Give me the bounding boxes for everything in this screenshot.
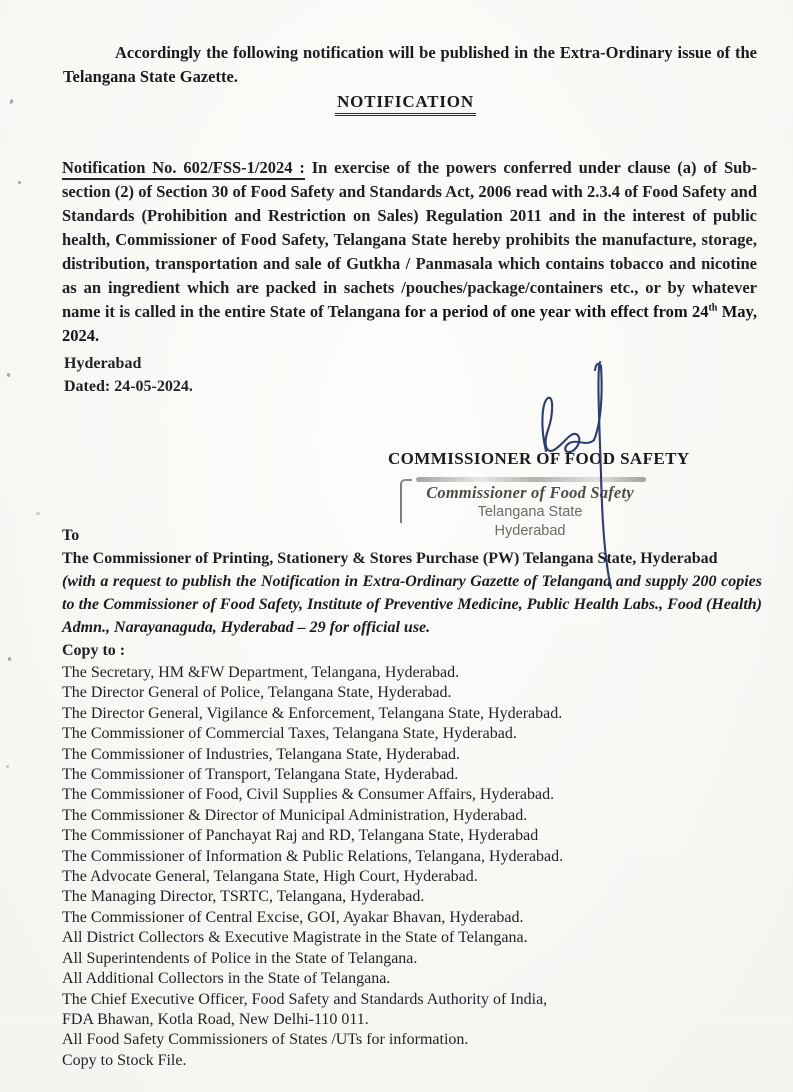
place-date-block	[64, 352, 193, 398]
copy-list-item: All Additional Collectors in the State of Telangana.	[62, 970, 391, 988]
copy-list-item: Copy to Stock File.	[62, 1051, 187, 1069]
notification-heading-row	[0, 92, 793, 116]
copy-list-item: The Commissioner of Panchayat Raj and RD, Telangana State, Hyderabad	[62, 827, 539, 845]
copy-list-item: All District Collectors & Executive Magistrate in the State of Telangana.	[62, 929, 528, 947]
intro-paragraph: Accordingly the following notification will be published in the Extra-Ordinary issue of the Telangana State Gazette.	[63, 42, 757, 86]
scan-speck	[6, 765, 9, 768]
copy-list-item: The Commissioner of Information & Public Relations, Telangana, Hyderabad.	[62, 847, 564, 865]
copy-list-item: The Director General, Vigilance & Enforcement, Telangana State, Hyderabad.	[62, 704, 563, 722]
copy-list-item: The Commissioner of Transport, Telangana State, Hyderabad.	[62, 766, 459, 784]
notification-body: In exercise of the powers conferred under clause (a) of Sub-section (2) of Section 30 of Food Safety and Standards Act, 2006 read with 2.3.4 of Food Safety and Standards (Prohibition and Restriction on Sales) Regulation 2011 and in the interest of public health, Commissioner of Food Safety, Telangana State hereby prohibits the manufacture, storage, distribution, transportation and sale of Gutkha / Panmasala which contains tobacco and nicotine as an ingredient which are packed in sachets /pouches/package/containers etc., or by whatever name it is called in the entire State of Telangana	[62, 157, 757, 321]
ordinal-superscript: th	[708, 302, 718, 313]
copy-list-item: The Advocate General, Telangana State, High Court, Hyderabad.	[62, 868, 478, 886]
copy-list-item: The Commissioner of Food, Civil Supplies & Consumer Affairs, Hyderabad.	[62, 786, 555, 804]
stamp-state: Telangana State	[477, 504, 583, 520]
copy-distribution-list	[62, 663, 762, 1071]
copy-to-label: Copy to :	[62, 642, 126, 659]
signatory-title: COMMISSIONER OF FOOD SAFETY	[388, 449, 690, 468]
to-label: To	[62, 527, 80, 544]
notification-number: Notification No. 602/FSS-1/2024 :	[62, 158, 305, 180]
copy-list-item: FDA Bhawan, Kotla Road, New Delhi-110 011.	[62, 1010, 369, 1028]
scan-speck	[8, 657, 11, 661]
stamp-border-bracket	[400, 479, 412, 523]
copy-list-item: The Secretary, HM &FW Department, Telangana, Hyderabad.	[62, 664, 460, 681]
date-line: Dated: 24-05-2024.	[64, 378, 193, 395]
notification-paragraph	[62, 156, 757, 348]
copy-list-item: The Chief Executive Officer, Food Safety and Standards Authority of India,	[62, 990, 548, 1008]
copy-list-item: All Superintendents of Police in the State of Telangana.	[62, 949, 418, 967]
prohibition-period-bold: for a period of one year with effect from 24th May, 2024.	[62, 301, 757, 345]
scan-speck	[7, 373, 11, 378]
recipient-line: The Commissioner of Printing, Stationery & Stores Purchase (PW) Telangana State, Hyderabad	[62, 550, 718, 567]
copy-list-item: The Commissioner of Central Excise, GOI, Ayakar Bhavan, Hyderabad.	[62, 908, 524, 926]
place-line: Hyderabad	[64, 355, 142, 372]
copy-list-item: The Director General of Police, Telangana State, Hyderabad.	[62, 684, 452, 702]
copy-list-item: The Managing Director, TSRTC, Telangana, Hyderabad.	[62, 888, 425, 906]
addressee-block	[62, 524, 762, 662]
stamp-city: Hyderabad	[494, 523, 566, 539]
stamp-title: Commissioner of Food Safety	[426, 483, 634, 502]
scan-speck	[36, 512, 40, 515]
copy-list-item: The Commissioner & Director of Municipal Administration, Hyderabad.	[62, 806, 528, 824]
copy-list-item: The Commissioner of Industries, Telangana State, Hyderabad.	[62, 745, 461, 763]
gazette-publication-note: (with a request to publish the Notification in Extra-Ordinary Gazette of Telangana and supply 200 copies to the Commissioner of Food Safety, Institute of Preventive Medicine, Public Health Labs., Food (Health) Admn., Narayanaguda, Hyderabad – 29 for official use.	[62, 573, 762, 636]
office-stamp	[412, 483, 648, 541]
copy-list-item: The Commissioner of Commercial Taxes, Telangana State, Hyderabad.	[62, 725, 517, 743]
copy-list-item: All Food Safety Commissioners of States /UTs for information.	[62, 1031, 469, 1049]
scan-speck	[18, 181, 21, 184]
notification-heading: NOTIFICATION	[335, 92, 476, 116]
stamp-border-smudge	[416, 477, 646, 482]
